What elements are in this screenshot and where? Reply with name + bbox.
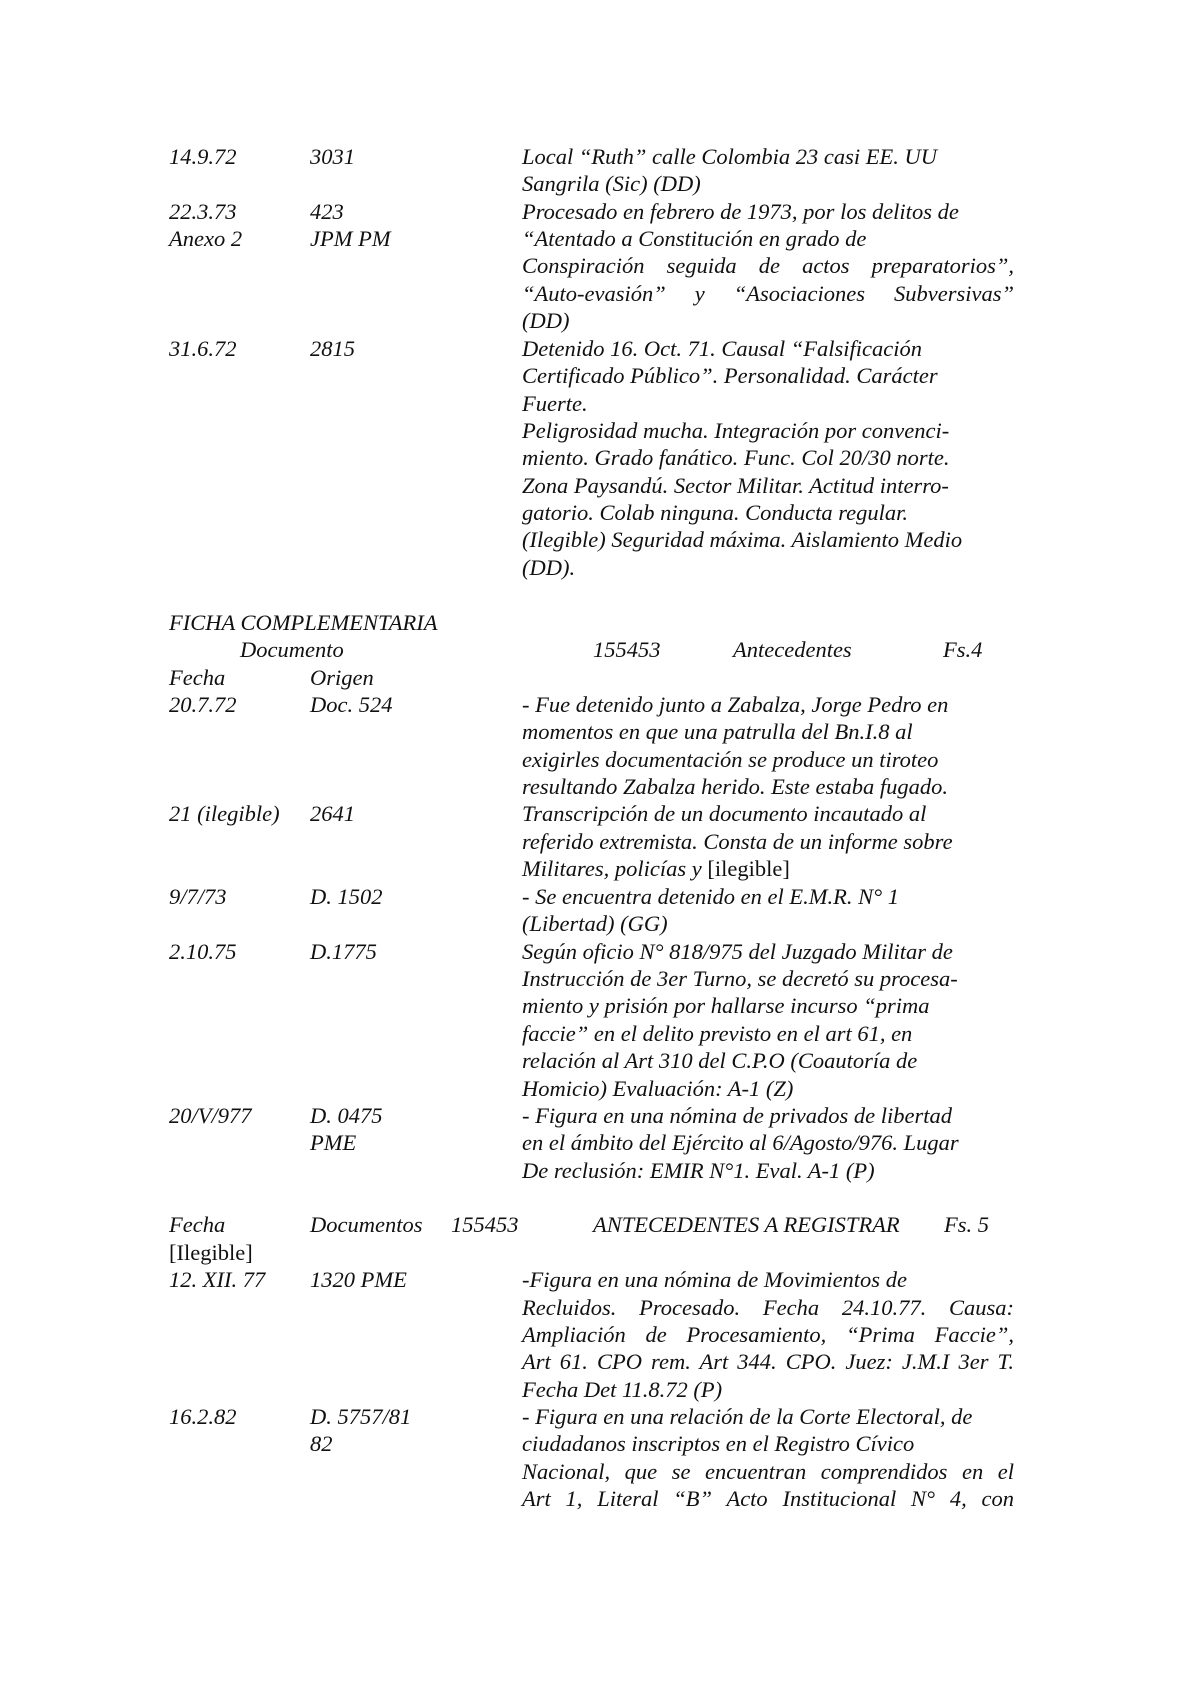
row-date: 14.9.72 [169,144,237,169]
row-text-line: Instrucción de 3er Turno, se decretó su procesa- [522,966,958,991]
row-text-italic: Militares, policías y [522,856,702,881]
row-doc-number: D. 0475 [310,1103,383,1128]
row-date: 22.3.73 [169,199,237,224]
row-text-line: gatorio. Colab ninguna. Conducta regular. [522,500,909,525]
row-text-line: Nacional, que se encuentran comprendidos en el [522,1459,1014,1484]
documentos-label: Documentos [310,1212,423,1237]
documento-label: Documento [240,637,344,662]
row-text-line: (Ilegible) Seguridad máxima. Aislamiento Medio [522,527,963,552]
row-text-line: Certificado Público”. Personalidad. Carácter [522,363,938,388]
row-text-line: Fuerte. [522,391,588,416]
row-text-line: Según oficio N° 818/975 del Juzgado Militar de [522,939,953,964]
row-date: 16.2.82 [169,1404,237,1429]
row-text-line: De reclusión: EMIR N°1. Eval. A-1 (P) [522,1158,875,1183]
illegible-note: [ilegible] [707,856,790,881]
row-text-line: resultando Zabalza herido. Este estaba fugado. [522,774,949,799]
fecha-column-header: Fecha [169,665,226,690]
row-text-line: en el ámbito del Ejército al 6/Agosto/976. Lugar [522,1130,959,1155]
row-doc-number: 2641 [310,801,355,826]
row-doc-number: 1320 PME [310,1267,407,1292]
row-text-line: Conspiración seguida de actos preparatorios”, [522,253,1014,278]
row-doc-number: D. 5757/81 [310,1404,412,1429]
doc-number: 155453 [593,637,661,662]
row-text-line: Recluidos. Procesado. Fecha 24.10.77. Causa: [522,1295,1014,1320]
row-date-annex: Anexo 2 [169,226,243,251]
row-text-line: referido extremista. Consta de un informe sobre [522,829,953,854]
row-doc-number: 3031 [310,144,355,169]
row-text-line: (DD) [522,308,570,333]
row-doc-origin: JPM PM [310,226,391,251]
antecedentes-label: Antecedentes [733,637,852,662]
row-text-line: Ampliación de Procesamiento, “Prima Faccie”, [522,1322,1014,1347]
row-doc-number: 423 [310,199,344,224]
row-text-line: - Figura en una relación de la Corte Electoral, de [522,1404,973,1429]
row-doc-number: 2815 [310,336,355,361]
row-doc-number: Doc. 524 [310,692,393,717]
row-date: 2.10.75 [169,939,237,964]
row-text-line: relación al Art 310 del C.P.O (Coautoría de [522,1048,918,1073]
row-date: 21 (ilegible) [169,801,280,826]
fecha-column-header: Fecha [169,1212,226,1237]
illegible-note: [Ilegible] [169,1240,253,1265]
row-text-line: Homicio) Evaluación: A-1 (Z) [522,1076,794,1101]
row-text-line: Art 1, Literal “B” Acto Institucional N° 4, con [522,1486,1014,1511]
row-doc-number: D.1775 [310,939,377,964]
row-text-line: miento y prisión por hallarse incurso “prima [522,993,930,1018]
row-text-line: exigirles documentación se produce un tiroteo [522,747,939,772]
row-text-line [522,855,790,883]
folio-number: Fs.4 [943,637,983,662]
row-text-line: (DD). [522,555,576,580]
row-text-line: -Figura en una nómina de Movimientos de [522,1267,907,1292]
row-text-line: “Auto-evasión” y “Asociaciones Subversivas” [522,281,1014,306]
row-doc-origin: 82 [310,1431,333,1456]
row-text-line: ciudadanos inscriptos en el Registro Cívico [522,1431,915,1456]
row-text-line: - Se encuentra detenido en el E.M.R. N° 1 [522,884,900,909]
row-text-line: Art 61. CPO rem. Art 344. CPO. Juez: J.M.I 3er T. [522,1349,1014,1374]
origen-column-header: Origen [310,665,374,690]
row-doc-origin: PME [310,1130,357,1155]
doc-number: 155453 [451,1212,519,1237]
row-text-line: Fecha Det 11.8.72 (P) [522,1377,723,1402]
row-text-line: miento. Grado fanático. Func. Col 20/30 norte. [522,445,950,470]
row-text-line: faccie” en el delito previsto en el art 61, en [522,1021,913,1046]
row-text-line: momentos en que una patrulla del Bn.I.8 al [522,719,913,744]
row-text-line: (Libertad) (GG) [522,911,668,936]
row-text-line: Detenido 16. Oct. 71. Causal “Falsificación [522,336,922,361]
row-text-line: Local “Ruth” calle Colombia 23 casi EE. UU [522,144,937,169]
row-text-line: - Fue detenido junto a Zabalza, Jorge Pedro en [522,692,949,717]
row-date: 9/7/73 [169,884,227,909]
row-date: 12. XII. 77 [169,1267,266,1292]
folio-number: Fs. 5 [944,1212,989,1237]
row-date: 20.7.72 [169,692,237,717]
row-doc-number: D. 1502 [310,884,383,909]
row-text-line: Peligrosidad mucha. Integración por convenci- [522,418,950,443]
row-text-line: Zona Paysandú. Sector Militar. Actitud interro- [522,473,949,498]
section-heading: ANTECEDENTES A REGISTRAR [593,1212,900,1237]
row-date: 31.6.72 [169,336,237,361]
row-text-line: Procesado en febrero de 1973, por los delitos de [522,199,959,224]
row-text-line: “Atentado a Constitución en grado de [522,226,867,251]
row-text-line: Transcripción de un documento incautado al [522,801,927,826]
row-text-line: Sangrila (Sic) (DD) [522,171,701,196]
row-text-line: - Figura en una nómina de privados de libertad [522,1103,952,1128]
section-title: FICHA COMPLEMENTARIA [169,610,438,635]
row-date: 20/V/977 [169,1103,252,1128]
